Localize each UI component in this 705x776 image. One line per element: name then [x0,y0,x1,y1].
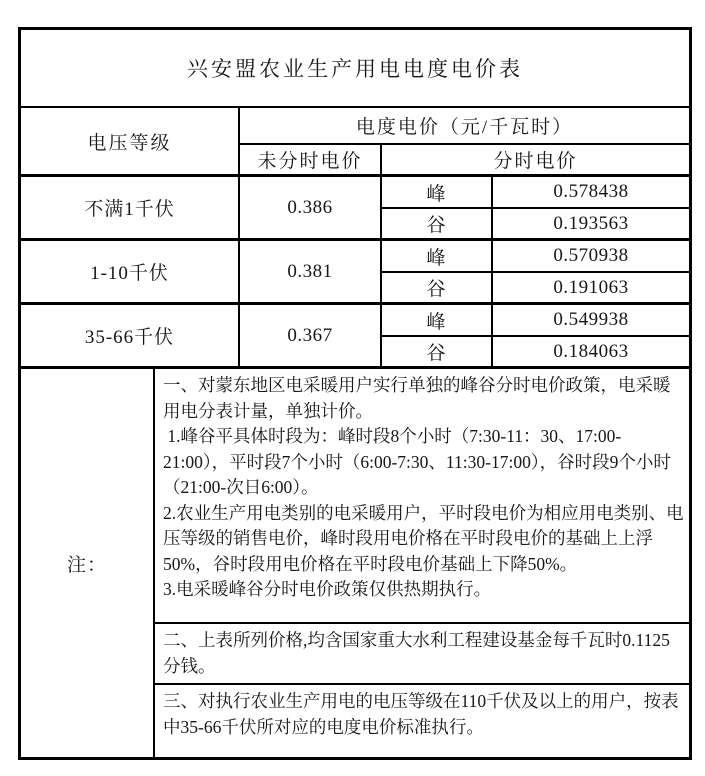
peak-label-cell: 峰 [382,177,493,209]
valley-label-cell: 谷 [382,273,493,305]
notes-label: 注： [21,369,155,757]
valley-label-cell: 谷 [382,337,493,369]
voltage-cell: 1-10千伏 [21,241,240,305]
peak-price-cell: 0.570938 [493,241,689,273]
price-unit-header: 电度电价（元/千瓦时） [240,108,689,145]
note-1 [155,369,689,624]
non-tou-price-header: 未分时电价 [240,145,382,177]
peak-price-cell: 0.578438 [493,177,689,209]
peak-label-cell: 峰 [382,305,493,337]
valley-price-cell: 0.184063 [493,337,689,369]
note-2-paragraph: 二、上表所列价格,均含国家重大水利工程建设基金每千瓦时0.1125分钱。 [163,630,670,676]
flat-price-cell: 0.367 [240,305,382,369]
tou-price-header: 分时电价 [382,145,689,177]
electricity-price-table [18,27,692,760]
note-1-paragraph-3: 2.农业生产用电类别的电采暖用户，平时段电价为相应用电类别、电压等级的销售电价，峰时段用电价格在平时段电价的基础上上浮50%，谷时段用电价格在平时段电价基础上下降50%。 [163,502,684,574]
note-1-paragraph-4: 3.电采暖峰谷分时电价政策仅供热期执行。 [163,579,492,599]
peak-label-cell: 峰 [382,241,493,273]
table-title: 兴安盟农业生产用电电度电价表 [21,30,689,108]
note-1-paragraph-1: 一、对蒙东地区电采暖用户实行单独的峰谷分时电价政策，电采暖用电分表计量，单独计价。 [163,375,671,421]
flat-price-cell: 0.381 [240,241,382,305]
note-3 [155,685,689,757]
voltage-cell: 不满1千伏 [21,177,240,241]
valley-price-cell: 0.191063 [493,273,689,305]
voltage-level-header: 电压等级 [21,108,240,177]
peak-price-cell: 0.549938 [493,305,689,337]
price-grid [21,108,689,369]
valley-price-cell: 0.193563 [493,209,689,241]
note-2 [155,624,689,685]
notes-section [21,369,689,757]
voltage-cell: 35-66千伏 [21,305,240,369]
valley-label-cell: 谷 [382,209,493,241]
note-3-paragraph: 三、对执行农业生产用电的电压等级在110千伏及以上的用户，按表中35-66千伏所对应的电度电价标准执行。 [163,691,679,737]
note-1-paragraph-2: 1.峰谷平具体时段为：峰时段8个小时（7:30-11：30、17:00-21:00），平时段7个小时（6:00-7:30、11:30-17:00），谷时段9个小时（21:00-次日6:00）。 [163,426,671,497]
flat-price-cell: 0.386 [240,177,382,241]
